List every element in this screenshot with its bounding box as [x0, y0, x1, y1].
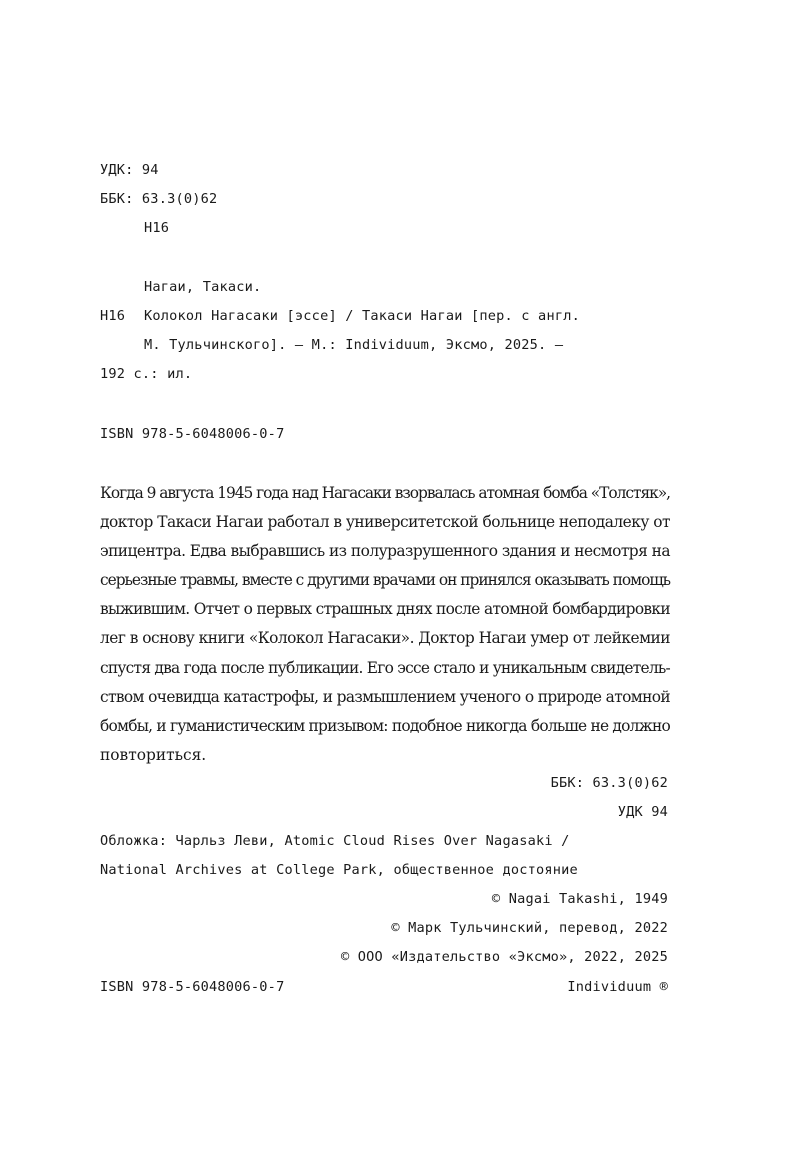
footer-bbk: ББК: 63.3(0)62	[550, 775, 668, 791]
publisher-imprint: Individuum ®	[567, 979, 668, 995]
book-summary	[100, 479, 670, 770]
udk-code: УДК: 94	[100, 162, 159, 178]
author-name: Нагаи, Такаси.	[144, 279, 262, 295]
bbk-code: ББК: 63.3(0)62	[100, 191, 218, 207]
summary-line: доктор Такаси Нагаи работал в университетской больнице неподалеку от	[100, 513, 670, 532]
isbn-top: ISBN 978-5-6048006-0-7	[100, 426, 285, 442]
bib-line-1: Колокол Нагасаки [эссе] / Такаси Нагаи [пер. с англ.	[144, 308, 580, 324]
footer-isbn: ISBN 978-5-6048006-0-7	[100, 979, 285, 995]
summary-line: эпицентра. Едва выбравшись из полуразрушенного здания и несмотря на	[100, 542, 670, 561]
author-mark-inline: Н16	[100, 308, 126, 324]
footer-udk: УДК 94	[617, 804, 668, 820]
cover-credit-line-2: National Archives at College Park, общественное достояние	[100, 862, 578, 878]
summary-line: выжившим. Отчет о первых страшных днях после атомной бомбардировки	[100, 600, 671, 619]
summary-line: серьезные травмы, вместе с другими врачами он принялся оказывать помощь	[100, 571, 670, 590]
cover-credit-line-1: Обложка: Чарльз Леви, Atomic Cloud Rises Over Nagasaki /	[100, 833, 570, 849]
summary-line: Когда 9 августа 1945 года над Нагасаки взорвалась атомная бомба «Толстяк»,	[100, 484, 670, 502]
summary-line: ством очевидца катастрофы, и размышлением ученого о природе атомной	[100, 687, 670, 706]
copyright-translation: © Марк Тульчинский, перевод, 2022	[391, 920, 668, 936]
summary-line: бомбы, и гуманистическим призывом: подобное никогда больше не должно	[100, 716, 670, 735]
copyright-publisher: © ООО «Издательство «Эксмо», 2022, 2025	[341, 949, 668, 965]
author-mark: Н16	[144, 220, 170, 236]
bib-line-2: М. Тульчинского]. — М.: Individuum, Эксмо, 2025. —	[144, 337, 564, 353]
summary-line: повториться.	[100, 745, 207, 764]
copyright-author: © Nagai Takashi, 1949	[491, 891, 668, 907]
bib-line-3: 192 с.: ил.	[100, 366, 193, 382]
summary-line: лег в основу книги «Колокол Нагасаки». Доктор Нагаи умер от лейкемии	[100, 629, 670, 648]
summary-line: спустя два года после публикации. Его эссе стало и уникальным свидетель-	[100, 658, 670, 677]
